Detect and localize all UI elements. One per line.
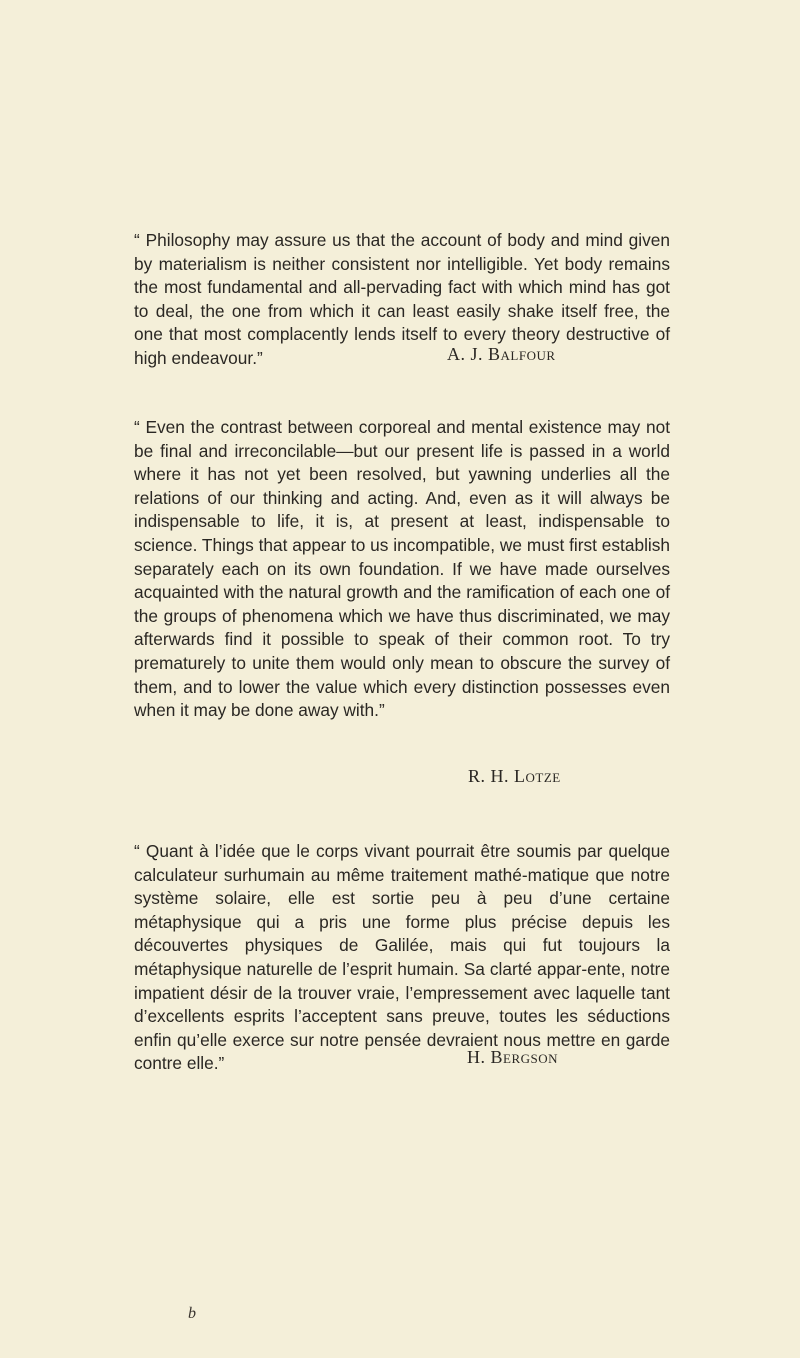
attribution-bergson: H. Bergson: [467, 1047, 559, 1067]
attribution-balfour: A. J. Balfour: [447, 344, 556, 364]
quote-bergson: “ Quant à l’idée que le corps vivant pourrait être soumis par quelque calculateur surhumain au même traitement mathé-matique que notre système solaire, elle est sortie peu à peu d’une certaine métaphysique qui a pris une forme plus précise depuis les découvertes physiques de Galilée, mais qui fut toujours la métaphysique naturelle de l’esprit humain. Sa clarté appar-ente, notre impatient désir de la trouver vraie, l’empressement avec laquelle tant d’excellents esprits l’acceptent sans preuve, toutes les séductions enfin qu’elle exerce sur notre pensée devraient nous mettre en garde contre elle.”: [134, 841, 670, 1074]
quote-balfour: “ Philosophy may assure us that the account of body and mind given by materialism is neither consistent nor intelligible. Yet body remains the most fundamental and all-pervading fact with which mind has got to deal, the one from which it can least easily shake itself free, the one that most complacently lends itself to every theory destructive of high endeavour.”: [134, 230, 670, 368]
attribution-lotze: R. H. Lotze: [468, 766, 561, 786]
quote-lotze: “ Even the contrast between corporeal and mental existence may not be final and irreconcilable—but our present life is passed in a world where it has not yet been resolved, but yawning underlies all the relations of our thinking and acting. And, even as it will always be indispensable to life, it is, at present at least, indispensable to science. Things that appear to us incompatible, we must first establish separately each on its own foundation. If we have made ourselves acquainted with the natural growth and the ramification of each one of the groups of phenomena which we have thus discriminated, we may afterwards find it possible to speak of their common root. To try prematurely to unite them would only mean to obscure the survey of them, and to lower the value which every distinction possesses even when it may be done away with.”: [134, 417, 670, 721]
printer-signature-mark: b: [188, 1305, 196, 1322]
